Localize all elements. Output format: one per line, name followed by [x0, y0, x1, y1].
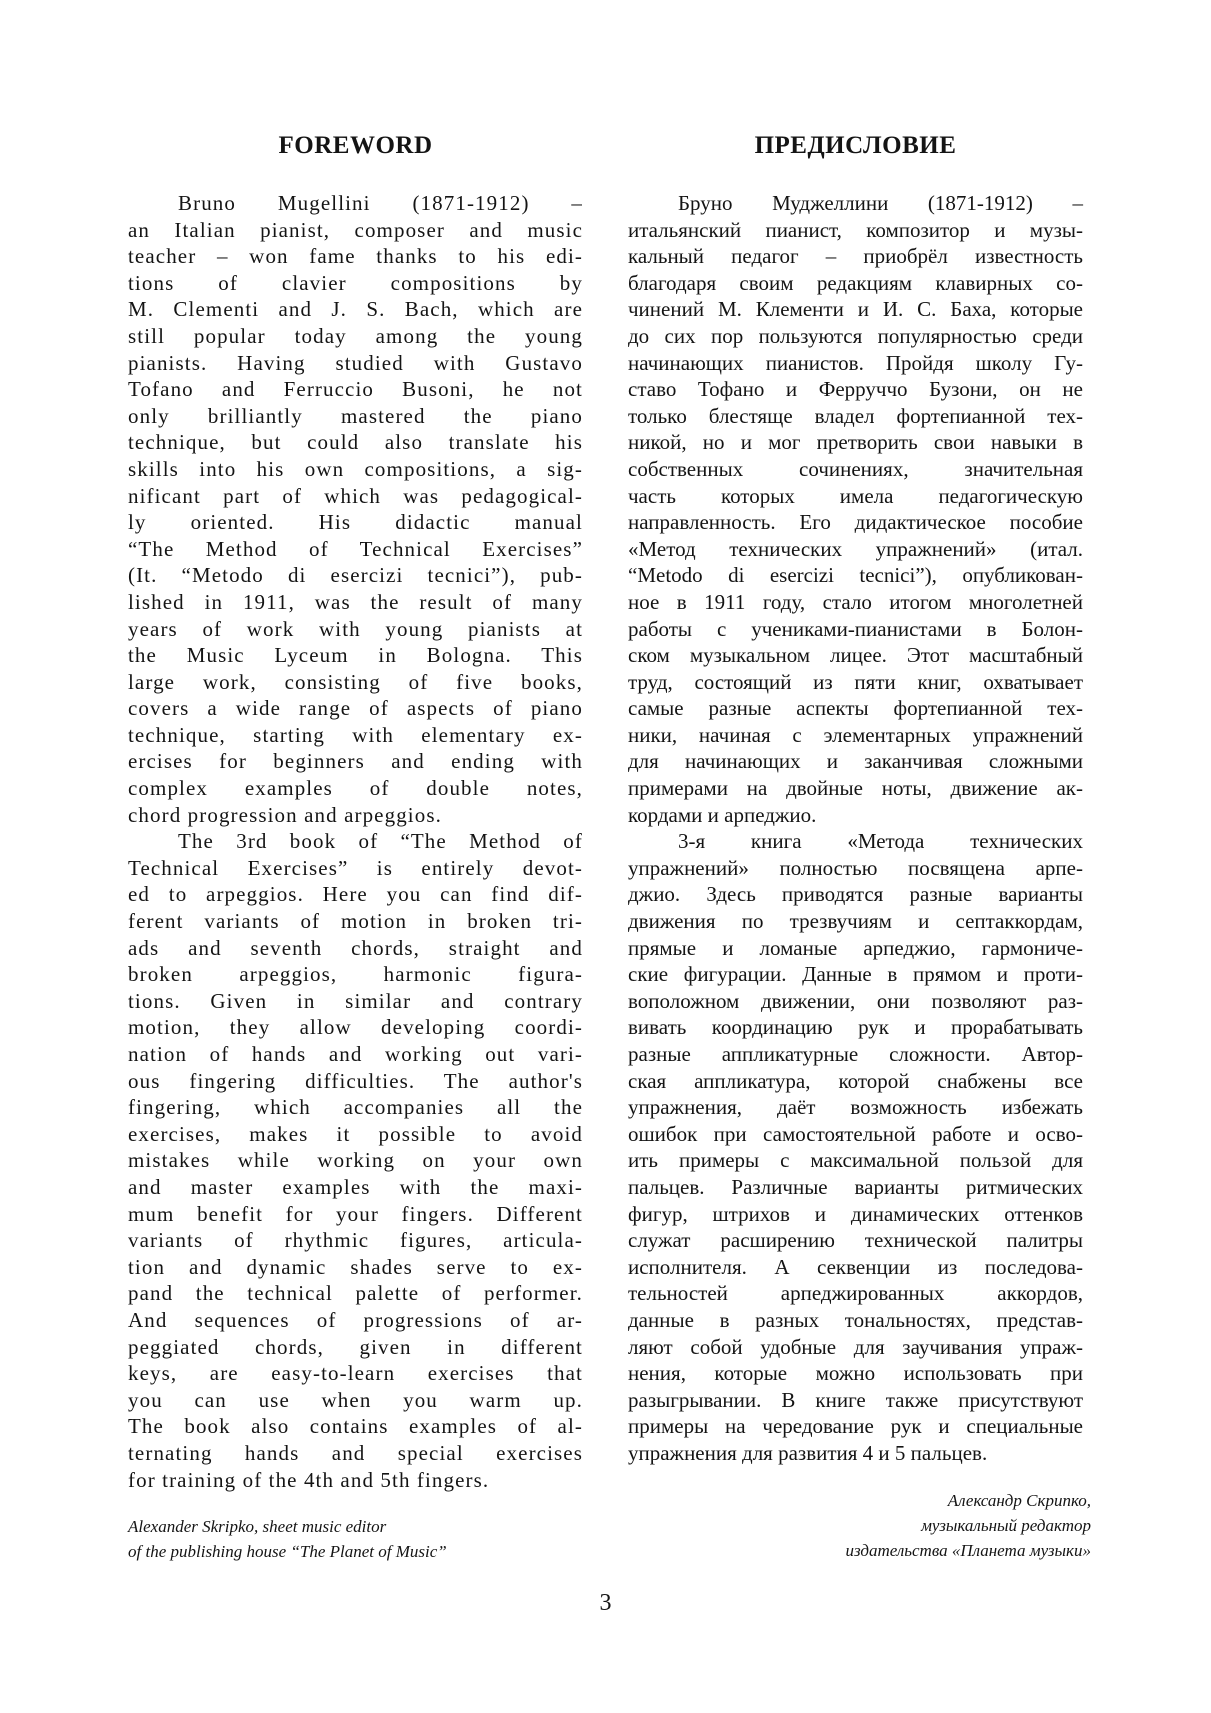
english-heading: FOREWORD: [278, 132, 433, 159]
text-line: упражнения, даёт возможность избежать: [628, 1095, 1083, 1120]
text-line: technique, but could also translate his: [128, 430, 583, 455]
text-line: The book also contains examples of al-: [128, 1414, 583, 1439]
text-line: large work, consisting of five books,: [128, 669, 583, 694]
text-line: данные в разных тональностях, представ-: [628, 1307, 1083, 1332]
text-line: итальянский пианист, композитор и музы-: [628, 217, 1083, 242]
paragraph: [128, 828, 583, 1493]
text-line: covers a wide range of aspects of piano: [128, 696, 583, 721]
text-line: прямые и ломаные арпеджио, гармониче-: [628, 935, 1083, 960]
english-signature: [128, 1514, 447, 1564]
signature-line: издательства «Планета музыки»: [845, 1541, 1091, 1560]
text-line: ous fingering difficulties. The author's: [128, 1068, 583, 1093]
text-line: никой, но и мог претворить свои навыки в: [628, 430, 1083, 455]
text-line: nation of hands and working out vari-: [128, 1042, 583, 1066]
text-line: fingering, which accompanies all the: [128, 1095, 583, 1120]
text-line: тельностей арпеджированных аккордов,: [628, 1281, 1083, 1306]
text-line: служат расширению технической палитры: [628, 1228, 1083, 1253]
text-line: разыгрывании. В книге также присутствуют: [628, 1387, 1083, 1412]
text-line: Tofano and Ferruccio Busoni, he not: [128, 377, 583, 402]
text-line: благодаря своим редакциям клавирных со-: [628, 270, 1083, 295]
text-line: the Music Lyceum in Bologna. This: [128, 643, 583, 668]
text-line: кальный педагог – приобрёл известность: [628, 244, 1083, 269]
text-line: ly oriented. His didactic manual: [128, 510, 583, 535]
text-line: разные аппликатурные сложности. Автор-: [628, 1042, 1083, 1066]
text-line: technique, starting with elementary ex-: [128, 722, 583, 747]
text-line: для начинающих и заканчивая сложными: [628, 749, 1083, 774]
text-line: примерами на двойные ноты, движение ак-: [628, 776, 1083, 801]
text-line: ное в 1911 году, стало итогом многолетней: [628, 589, 1083, 614]
text-line: (It. “Metodo di esercizi tecnici”), pub-: [128, 563, 583, 588]
russian-heading: ПРЕДИСЛОВИЕ: [754, 132, 957, 159]
text-line: motion, they allow developing coordi-: [128, 1015, 583, 1040]
text-line: only brilliantly mastered the piano: [128, 403, 583, 428]
text-line: variants of rhythmic figures, articula-: [128, 1228, 583, 1253]
text-line: complex examples of double notes,: [128, 776, 583, 801]
text-line: ercises for beginners and ending with: [128, 749, 583, 774]
text-line: ить примеры с максимальной пользой для: [628, 1148, 1083, 1173]
text-line: пальцев. Различные варианты ритмических: [628, 1174, 1083, 1199]
text-line: до сих пор пользуются популярностью среди: [628, 323, 1083, 348]
signature-line: of the publishing house “The Planet of Music”: [128, 1542, 447, 1561]
text-line: tions of clavier compositions by: [128, 270, 583, 295]
text-line: teacher – won fame thanks to his edi-: [128, 244, 583, 269]
text-line: воположном движении, они позволяют раз-: [628, 988, 1083, 1013]
text-line: exercises, makes it possible to avoid: [128, 1121, 583, 1146]
text-line: нения, которые можно использовать при: [628, 1361, 1083, 1386]
text-line: pianists. Having studied with Gustavo: [128, 350, 583, 375]
text-line: broken arpeggios, harmonic figura-: [128, 962, 583, 987]
text-line: M. Clementi and J. S. Bach, which are: [128, 297, 583, 322]
text-line: направленность. Его дидактическое пособие: [628, 510, 1083, 535]
english-body: [128, 190, 583, 1493]
text-line: and master examples with the maxi-: [128, 1174, 583, 1199]
text-line: ская аппликатура, которой снабжены все: [628, 1068, 1083, 1093]
text-line: кордами и арпеджио.: [628, 802, 817, 827]
text-line: примеры на чередование рук и специальные: [628, 1414, 1083, 1439]
text-line: работы с учениками-пианистами в Болон-: [628, 616, 1083, 641]
text-line: исполнителя. А секвенции из последова-: [628, 1254, 1083, 1279]
text-line: ошибок при самостоятельной работе и осво-: [628, 1121, 1083, 1146]
text-line: pand the technical palette of performer.: [128, 1281, 583, 1306]
text-line: Bruno Mugellini (1871-1912) –: [178, 191, 583, 215]
text-line: tion and dynamic shades serve to ex-: [128, 1254, 583, 1279]
text-line: ляют собой удобные для заучивания упраж-: [628, 1334, 1083, 1359]
text-line: keys, are easy-to-learn exercises that: [128, 1361, 583, 1386]
text-line: The 3rd book of “The Method of: [178, 829, 583, 854]
russian-signature: [845, 1488, 1091, 1563]
text-line: chord progression and arpeggios.: [128, 802, 442, 827]
text-line: ed to arpeggios. Here you can find dif-: [128, 882, 583, 907]
text-line: for training of the 4th and 5th fingers.: [128, 1467, 490, 1492]
text-line: lished in 1911, was the result of many: [128, 589, 583, 614]
text-line: труд, состоящий из пяти книг, охватывает: [628, 669, 1083, 694]
text-line: ники, начиная с элементарных упражнений: [628, 722, 1083, 747]
signature-line: Александр Скрипко,: [947, 1491, 1091, 1510]
text-line: skills into his own compositions, a sig-: [128, 456, 583, 481]
text-line: начинающих пианистов. Пройдя школу Гу-: [628, 350, 1083, 375]
text-line: движения по трезвучиям и септаккордам,: [628, 909, 1083, 934]
text-line: mum benefit for your fingers. Different: [128, 1201, 583, 1226]
text-line: mistakes while working on your own: [128, 1148, 583, 1173]
text-line: “Metodo di esercizi tecnici”), опубликован-: [628, 563, 1083, 588]
text-line: And sequences of progressions of ar-: [128, 1307, 583, 1332]
text-line: вивать координацию рук и прорабатывать: [628, 1015, 1083, 1040]
text-line: упражнений» полностью посвящена арпе-: [628, 855, 1083, 880]
text-line: 3-я книга «Метода технических: [678, 829, 1083, 854]
text-line: years of work with young pianists at: [128, 616, 583, 641]
text-line: чинений М. Клементи и И. С. Баха, которые: [628, 297, 1083, 322]
signature-line: Alexander Skripko, sheet music editor: [128, 1517, 387, 1536]
text-line: «Метод технических упражнений» (итал.: [628, 536, 1083, 561]
text-line: an Italian pianist, composer and music: [128, 217, 583, 242]
paragraph: [128, 190, 583, 828]
text-line: собственных сочинениях, значительная: [628, 456, 1083, 481]
text-line: ads and seventh chords, straight and: [128, 935, 583, 960]
text-line: ставо Тофано и Ферруччо Бузони, он не: [628, 377, 1083, 402]
text-line: упражнения для развития 4 и 5 пальцев.: [628, 1440, 988, 1465]
text-line: peggiated chords, given in different: [128, 1334, 583, 1359]
text-line: фигур, штрихов и динамических оттенков: [628, 1201, 1083, 1226]
text-line: “The Method of Technical Exercises”: [128, 536, 583, 561]
text-line: ском музыкальном лицее. Этот масштабный: [628, 643, 1083, 668]
text-line: still popular today among the young: [128, 323, 583, 348]
text-line: самые разные аспекты фортепианной тех-: [628, 696, 1083, 721]
text-line: tions. Given in similar and contrary: [128, 988, 583, 1013]
text-line: you can use when you warm up.: [128, 1387, 583, 1412]
signature-line: музыкальный редактор: [921, 1516, 1091, 1535]
paragraph: [628, 190, 1083, 828]
paragraph: [628, 828, 1083, 1466]
text-line: nificant part of which was pedagogical-: [128, 483, 583, 508]
text-line: только блестяще владел фортепианной тех-: [628, 403, 1083, 428]
text-line: джио. Здесь приводятся разные варианты: [628, 882, 1083, 907]
russian-body: [628, 190, 1083, 1467]
text-line: часть которых имела педагогическую: [628, 483, 1083, 508]
page-number: 3: [599, 1590, 612, 1616]
text-line: ferent variants of motion in broken tri-: [128, 909, 583, 934]
text-line: Бруно Муджеллини (1871-1912) –: [678, 191, 1083, 215]
text-line: ternating hands and special exercises: [128, 1440, 583, 1465]
text-line: ские фигурации. Данные в прямом и проти-: [628, 962, 1083, 987]
text-line: Technical Exercises” is entirely devot-: [128, 855, 583, 880]
